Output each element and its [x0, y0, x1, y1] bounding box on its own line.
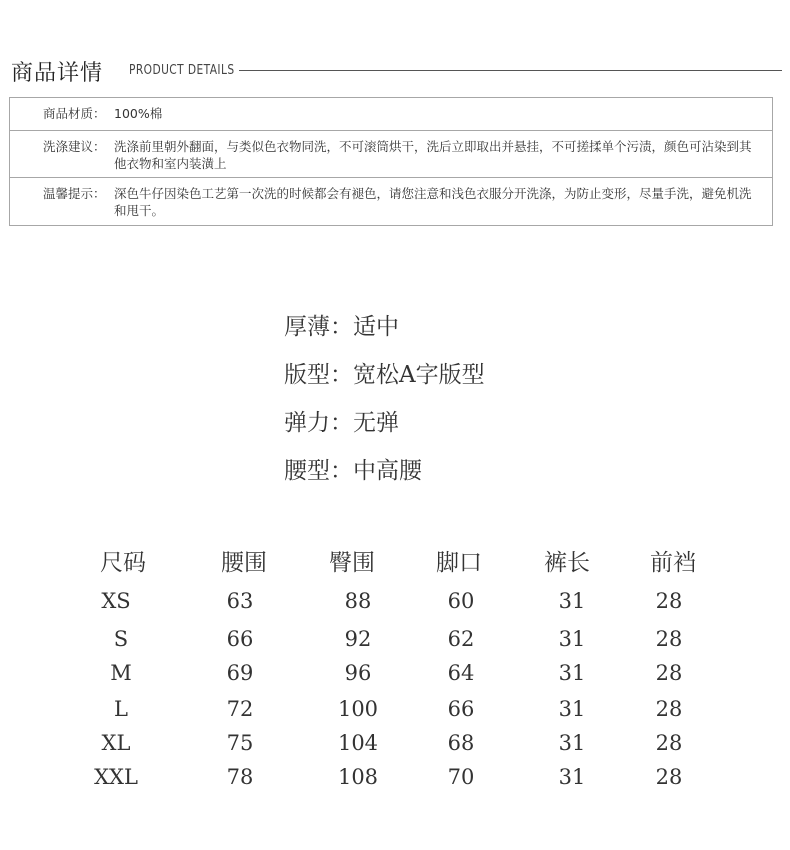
size-header-cell: 腰围	[221, 550, 267, 576]
size-cell: 92	[344, 627, 372, 651]
info-label: 洗涤建议：	[43, 139, 106, 154]
size-cell: 78	[226, 765, 254, 789]
size-cell: 100	[337, 697, 379, 721]
size-cell: 64	[447, 661, 475, 685]
info-value: 100%棉	[114, 106, 163, 121]
size-header-cell: 脚口	[436, 550, 482, 576]
spec-stretch: 弹力：无弹	[284, 410, 399, 436]
info-value: 洗涤前里朝外翻面，与类似色衣物同洗，不可滚筒烘干，洗后立即取出并悬挂，不可搓揉单个污渍，颜色可沾染到其他衣物和室内装潢上	[114, 139, 752, 171]
spec-thickness: 厚薄：适中	[284, 314, 399, 340]
product-info-table	[9, 97, 773, 226]
spec-fit: 版型：宽松A字版型	[284, 362, 485, 388]
size-cell: 28	[655, 765, 683, 789]
size-cell: 31	[558, 731, 586, 755]
size-cell: 72	[226, 697, 254, 721]
info-row-tips	[10, 177, 772, 225]
size-cell: L	[114, 697, 128, 721]
info-row-washing	[10, 130, 772, 177]
size-cell: 63	[226, 589, 254, 613]
size-cell: 66	[226, 627, 254, 651]
size-cell: 66	[447, 697, 475, 721]
section-header	[11, 56, 782, 86]
info-label: 商品材质：	[43, 106, 106, 121]
size-cell: 104	[337, 731, 379, 755]
size-cell: 28	[655, 731, 683, 755]
size-cell: XXL	[94, 765, 138, 789]
size-header-cell: 前裆	[650, 550, 696, 576]
size-cell: S	[113, 627, 129, 651]
section-subtitle: PRODUCT DETAILS	[129, 63, 235, 78]
info-label: 温馨提示：	[43, 186, 106, 201]
size-header-cell: 臀围	[329, 550, 375, 576]
size-header-cell: 尺码	[100, 550, 146, 576]
size-cell: 68	[447, 731, 475, 755]
size-cell: 31	[558, 765, 586, 789]
size-cell: 31	[558, 697, 586, 721]
size-cell: 88	[344, 589, 372, 613]
size-cell: 62	[447, 627, 475, 651]
size-cell: 60	[447, 589, 475, 613]
info-value: 深色牛仔因染色工艺第一次洗的时候都会有褪色，请您注意和浅色衣服分开洗涤，为防止变形，尽量手洗，避免机洗和甩干。	[114, 186, 752, 218]
size-cell: XS	[101, 589, 131, 613]
size-cell: 31	[558, 661, 586, 685]
size-cell: 28	[655, 627, 683, 651]
header-divider	[239, 70, 782, 71]
info-row-material	[10, 98, 772, 130]
size-cell: 70	[447, 765, 475, 789]
size-cell: 28	[655, 661, 683, 685]
size-cell: 28	[655, 697, 683, 721]
section-title: 商品详情	[11, 61, 104, 86]
size-cell: 31	[558, 589, 586, 613]
size-cell: 75	[226, 731, 254, 755]
size-cell: XL	[101, 731, 131, 755]
size-cell: 96	[344, 661, 372, 685]
size-cell: 69	[226, 661, 254, 685]
size-header-cell: 裤长	[544, 550, 590, 576]
size-cell: 28	[655, 589, 683, 613]
spec-waist-type: 腰型：中高腰	[284, 458, 422, 484]
size-cell: M	[110, 661, 132, 685]
size-cell: 31	[558, 627, 586, 651]
size-cell: 108	[337, 765, 379, 789]
